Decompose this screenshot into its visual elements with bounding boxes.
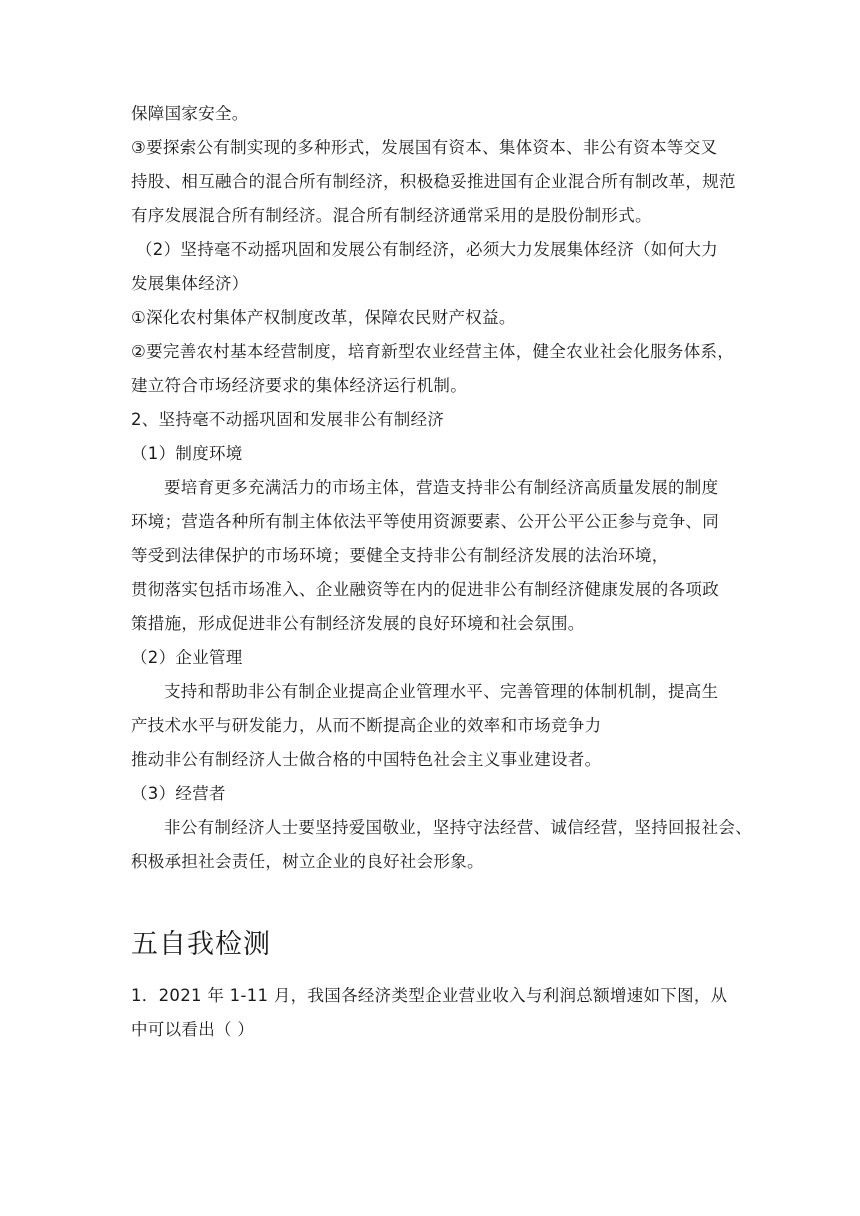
subsection-heading: （2）企业管理	[131, 648, 243, 667]
text-line: 等受到法律保护的市场环境；要健全支持非公有制经济发展的法治环境，	[131, 546, 669, 565]
subsection-heading: 2、坚持毫不动摇巩固和发展非公有制经济	[131, 410, 445, 429]
text-line: 建立符合市场经济要求的集体经济运行机制。	[131, 376, 467, 395]
subsection-heading: （1）制度环境	[131, 444, 243, 463]
text-line: ③要探索公有制实现的多种形式，发展国有资本、集体资本、非公有资本等交叉	[131, 138, 718, 157]
text-line: （2）坚持毫不动摇巩固和发展公有制经济，必须大力发展集体经济（如何大力	[136, 240, 718, 259]
text-line: 有序发展混合所有制经济。混合所有制经济通常采用的是股份制形式。	[131, 206, 652, 225]
text-line: 积极承担社会责任，树立企业的良好社会形象。	[131, 852, 484, 871]
text-line: 贯彻落实包括市场准入、企业融资等在内的促进非公有制经济健康发展的各项政	[131, 580, 719, 599]
subsection-heading: （3）经营者	[131, 784, 226, 803]
text-line: ②要完善农村基本经营制度，培育新型农业经营主体，健全农业社会化服务体系，	[131, 342, 735, 361]
text-line: 支持和帮助非公有制企业提高企业管理水平、完善管理的体制机制，提高生	[164, 682, 719, 701]
text-line: 保障国家安全。	[131, 104, 249, 123]
text-line: 非公有制经济人士要坚持爱国敬业，坚持守法经营、诚信经营，坚持回报社会、	[164, 818, 752, 837]
text-line: 产技术水平与研发能力，从而不断提高企业的效率和市场竞争力	[131, 716, 602, 735]
section-heading: 五自我检测	[131, 929, 271, 960]
text-line: 环境；营造各种所有制主体依法平等使用资源要素、公开公平公正参与竞争、同	[131, 512, 719, 531]
text-line: ①深化农村集体产权制度改革，保障农民财产权益。	[131, 308, 516, 327]
text-line: 持股、相互融合的混合所有制经济，积极稳妥推进国有企业混合所有制改革，规范	[131, 172, 736, 191]
question-line: 1．2021 年 1-11 月，我国各经济类型企业营业收入与利润总额增速如下图，从	[131, 986, 728, 1005]
text-line: 发展集体经济）	[131, 274, 249, 293]
text-line: 要培育更多充满活力的市场主体，营造支持非公有制经济高质量发展的制度	[164, 478, 719, 497]
text-line: 推动非公有制经济人士做合格的中国特色社会主义事业建设者。	[131, 750, 602, 769]
text-line: 策措施，形成促进非公有制经济发展的良好环境和社会氛围。	[131, 614, 585, 633]
question-line: 中可以看出（ ）	[131, 1020, 255, 1039]
